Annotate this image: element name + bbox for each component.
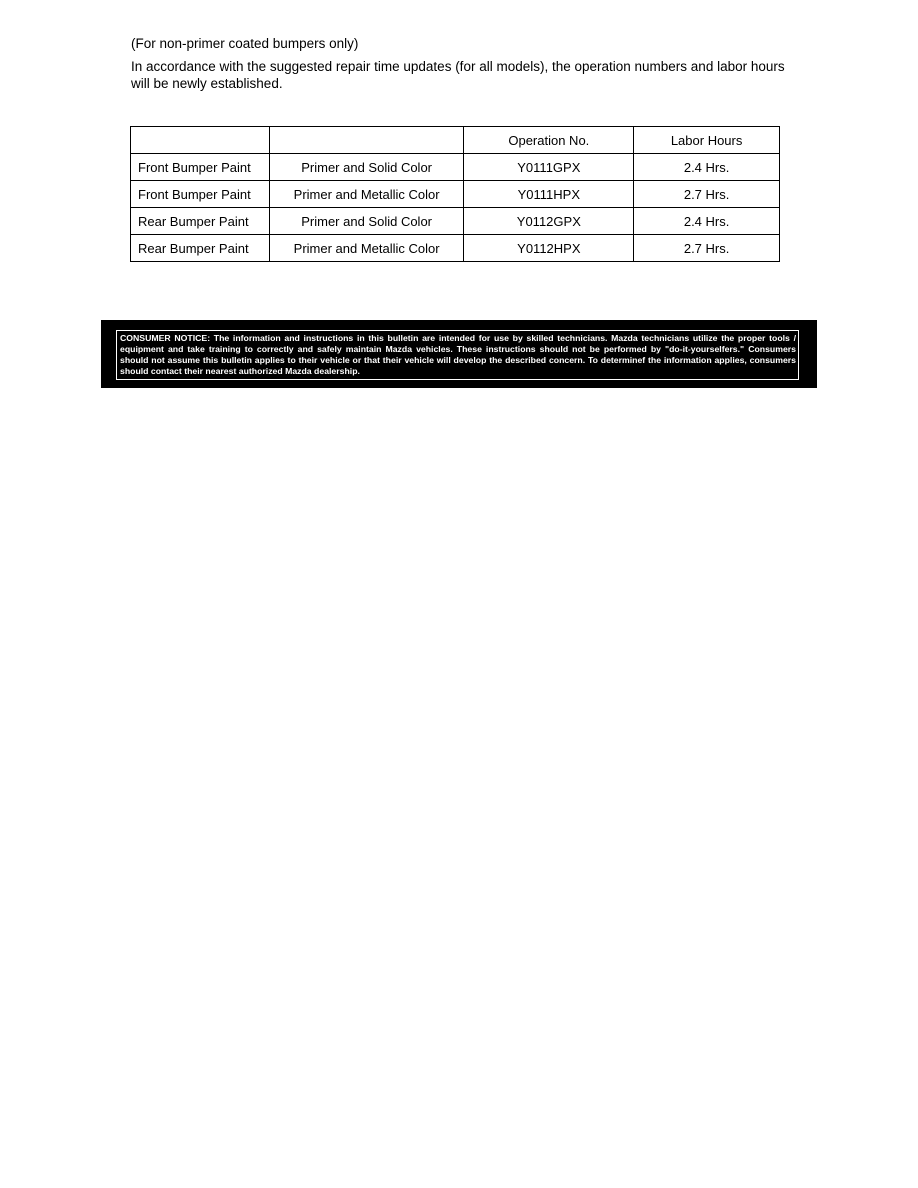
table-cell-labor-hours: 2.4 Hrs. bbox=[634, 154, 780, 181]
table-cell-description: Primer and Solid Color bbox=[269, 154, 464, 181]
table-cell-description: Primer and Metallic Color bbox=[269, 235, 464, 262]
table-cell-labor-hours: 2.7 Hrs. bbox=[634, 235, 780, 262]
table-cell-operation-no: Y0112HPX bbox=[464, 235, 634, 262]
table-cell-part: Rear Bumper Paint bbox=[131, 235, 270, 262]
table-row bbox=[131, 181, 780, 208]
table-row bbox=[131, 208, 780, 235]
table-cell-operation-no: Y0112GPX bbox=[464, 208, 634, 235]
consumer-notice-text-frame bbox=[116, 330, 799, 380]
table-header-labor-hours: Labor Hours bbox=[634, 127, 780, 154]
intro-paragraph: In accordance with the suggested repair time updates (for all models), the operation numbers and labor hours will be newly established. bbox=[131, 59, 785, 91]
table-header-description bbox=[269, 127, 464, 154]
table-cell-labor-hours: 2.4 Hrs. bbox=[634, 208, 780, 235]
table-cell-part: Rear Bumper Paint bbox=[131, 208, 270, 235]
table-cell-operation-no: Y0111GPX bbox=[464, 154, 634, 181]
table-header-part bbox=[131, 127, 270, 154]
table-header-operation-no: Operation No. bbox=[464, 127, 634, 154]
table-cell-labor-hours: 2.7 Hrs. bbox=[634, 181, 780, 208]
intro-note: (For non-primer coated bumpers only) bbox=[131, 36, 359, 51]
table-row bbox=[131, 235, 780, 262]
table-cell-operation-no: Y0111HPX bbox=[464, 181, 634, 208]
table-cell-description: Primer and Metallic Color bbox=[269, 181, 464, 208]
table-header-row bbox=[131, 127, 780, 154]
labor-table bbox=[130, 126, 780, 262]
consumer-notice-text: The information and instructions in this bulletin are intended for use by skilled technicians. Mazda technicians utilize the proper tools / equipment and take training to correctly and safely maintain Mazda vehicles. These instructions should not be performed by "do-it-yourselfers." Consumers should not assume this bulletin applies to their vehicle or that their vehicle will develop the described concern. To determinef the information applies, consumers should contact their nearest authorized Mazda dealership. bbox=[120, 333, 796, 376]
consumer-notice-label: CONSUMER NOTICE: bbox=[120, 333, 211, 343]
consumer-notice-box bbox=[101, 320, 817, 388]
table-cell-part: Front Bumper Paint bbox=[131, 154, 270, 181]
table-row bbox=[131, 154, 780, 181]
table-cell-description: Primer and Solid Color bbox=[269, 208, 464, 235]
table-cell-part: Front Bumper Paint bbox=[131, 181, 270, 208]
